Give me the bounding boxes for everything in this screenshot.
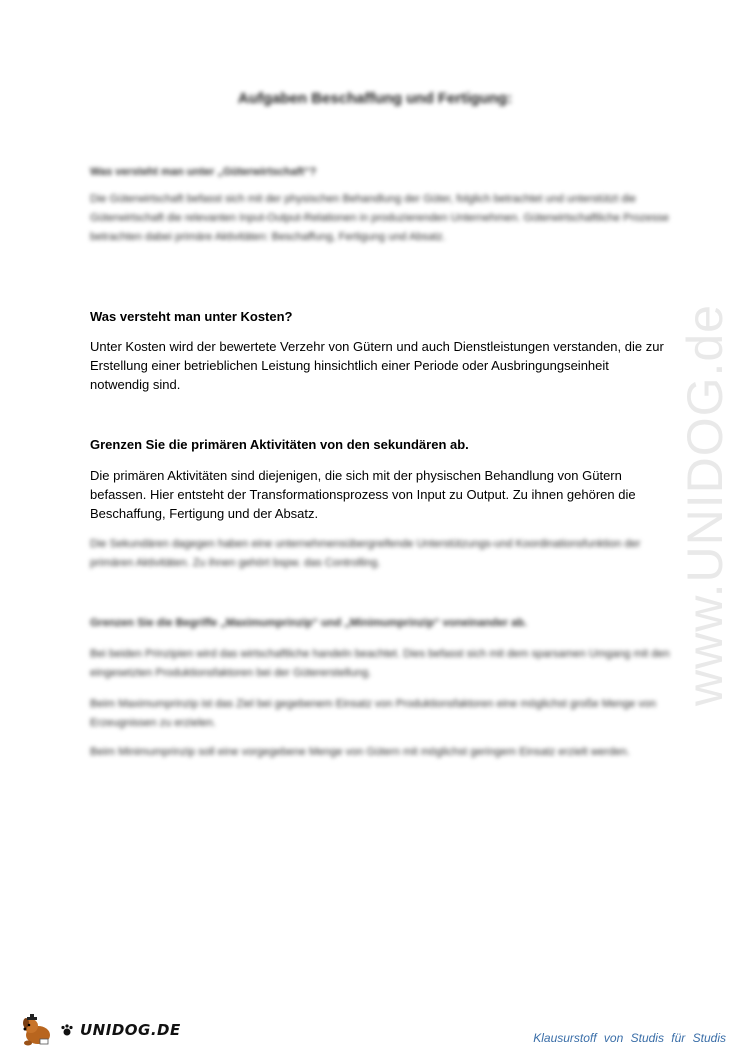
question-kosten: Was versteht man unter Kosten? xyxy=(90,309,293,324)
footer-logo xyxy=(20,1012,181,1048)
page-title: Aufgaben Beschaffung und Fertigung: xyxy=(237,90,513,107)
watermark: www.UNIDOG.de xyxy=(677,304,733,706)
question-guterwirtschaft: Was versteht man unter „Güterwirtschaft“? xyxy=(90,166,317,178)
answer-guterwirtschaft: Die Güterwirtschaft befasst sich mit der physischen Behandlung der Güter, folglich betrachtet und unterstützt die Güterwirtschaft die relevanten Input-Output-Relationen in produzierenden Unternehmen. Güterwirtschaftliche Prozesse betrachten dabei primäre Aktivitäten: Beschaffung, Fertigung und Absatz. xyxy=(90,193,670,243)
answer-sekundaere-aktivitaeten: Die Sekundären dagegen haben eine unternehmensübergreifende Unterstützungs-und Koordinationsfunktion der primären Aktivitäten. Zu ihnen gehört bspw. das Controlling. xyxy=(90,538,641,569)
answer-maximumprinzip: Beim Maximumprinzip ist das Ziel bei gegebenem Einsatz von Produktionsfaktoren eine möglichst große Menge von Erzeugnissen zu erzielen. xyxy=(90,698,657,729)
answer-minimumprinzip: Beim Minimumprinzip soll eine vorgegebene Menge von Gütern mit möglichst geringem Einsatz erzielt werden. xyxy=(90,746,630,758)
question-prinzipien: Grenzen Sie die Begriffe „Maximumprinzip“ und „Minimumprinzip“ voneinander ab. xyxy=(90,617,527,629)
answer-prinzipien-allgemein: Bei beiden Prinzipien wird das wirtschaftliche handeln beachtet. Dies befasst sich mit dem sparsamen Umgang mit den eingesetzten Produktionsfaktoren bei der Gütererstellung. xyxy=(90,648,670,679)
question-aktivitaeten: Grenzen Sie die primären Aktivitäten von den sekundären ab. xyxy=(90,437,469,452)
footer-slogan: Klausurstoff von Studis für Studis xyxy=(533,1031,726,1045)
answer-kosten: Unter Kosten wird der bewertete Verzehr von Gütern und auch Dienstleistungen verstanden, die zur Erstellung einer betrieblichen Leistung hinsichtlich einer Periode oder Ausbringungseinheit notwendig sind. xyxy=(90,339,664,392)
dog-mascot-icon xyxy=(20,1013,54,1047)
answer-primaere-aktivitaeten: Die primären Aktivitäten sind diejenigen, die sich mit der physischen Behandlung von Gütern befassen. Hier entsteht der Transformationsprozess von Input zu Output. Zu ihnen gehören die Beschaffung, Fertigung und der Absatz. xyxy=(90,468,636,521)
logo-text: UNIDOG.DE xyxy=(80,1021,181,1039)
paw-icon xyxy=(60,1023,74,1037)
